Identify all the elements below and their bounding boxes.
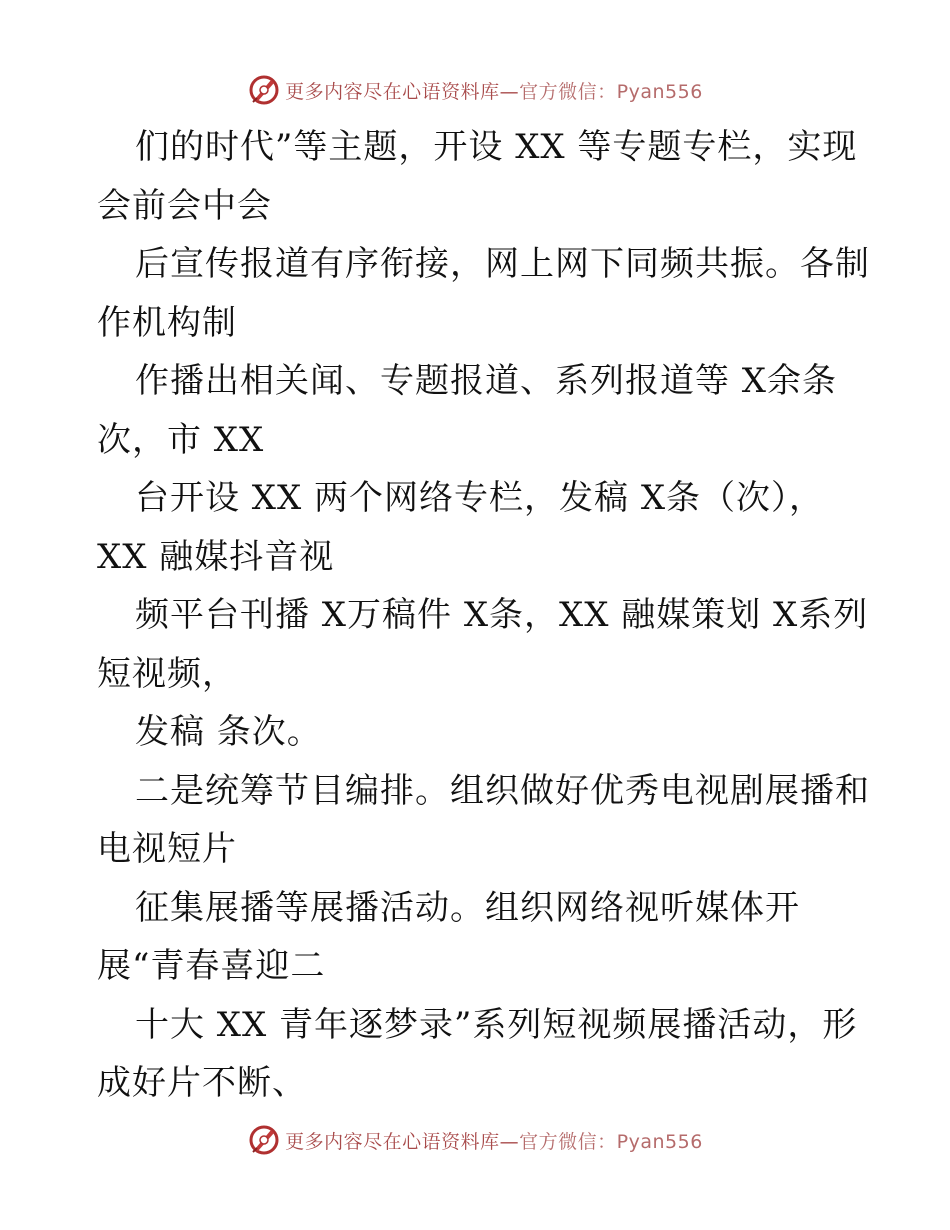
body-line: 台开设 XX 两个网络专栏，发稿 X条（次）， [135,478,825,518]
body-line: 十大 XX 青年逐梦录”系列短视频展播活动，形 [135,1004,858,1045]
quill-pen-circle-icon [247,1123,281,1157]
body-line: 次，市 XX [97,419,265,460]
header-site-text: 更多内容尽在心语资料库 [285,80,500,103]
body-line: 们的时代”等主题，开设 XX 等专题专栏，实现 [135,127,858,167]
footer-banner [0,1120,950,1160]
body-line: 频平台刊播 X万稿件 X条，XX 融媒策划 X系列 [135,595,869,635]
footer-site-text: 更多内容尽在心语资料库 [285,1130,500,1153]
header-banner-text [285,77,703,104]
body-line: 征集展播等展播活动。组织网络视听媒体开 [135,887,800,928]
document-body [97,118,877,1113]
body-line: 后宣传报道有序衔接，网上网下同频共振。各制 [135,244,870,284]
body-line: 发稿 条次。 [135,712,322,752]
body-line: 电视短片 [97,829,237,869]
header-contact-text: 官方微信：Pyan556 [519,80,703,103]
body-line: 作机构制 [97,302,237,343]
body-line: 短视频， [97,653,237,694]
header-separator: — [499,80,520,103]
body-line: 展“青春喜迎二 [97,946,326,986]
body-line: XX 融媒抖音视 [97,536,335,577]
footer-banner-text [285,1127,703,1154]
body-line: 二是统筹节目编排。组织做好优秀电视剧展播和 [135,770,870,811]
footer-separator: — [499,1130,520,1153]
body-line: 成好片不断、 [97,1063,307,1103]
footer-contact-text: 官方微信：Pyan556 [519,1130,703,1153]
body-line: 会前会中会 [97,185,272,226]
body-line: 作播出相关闻、专题报道、系列报道等 X余条 [135,361,838,401]
header-banner [0,70,950,110]
quill-pen-circle-icon [247,73,281,107]
